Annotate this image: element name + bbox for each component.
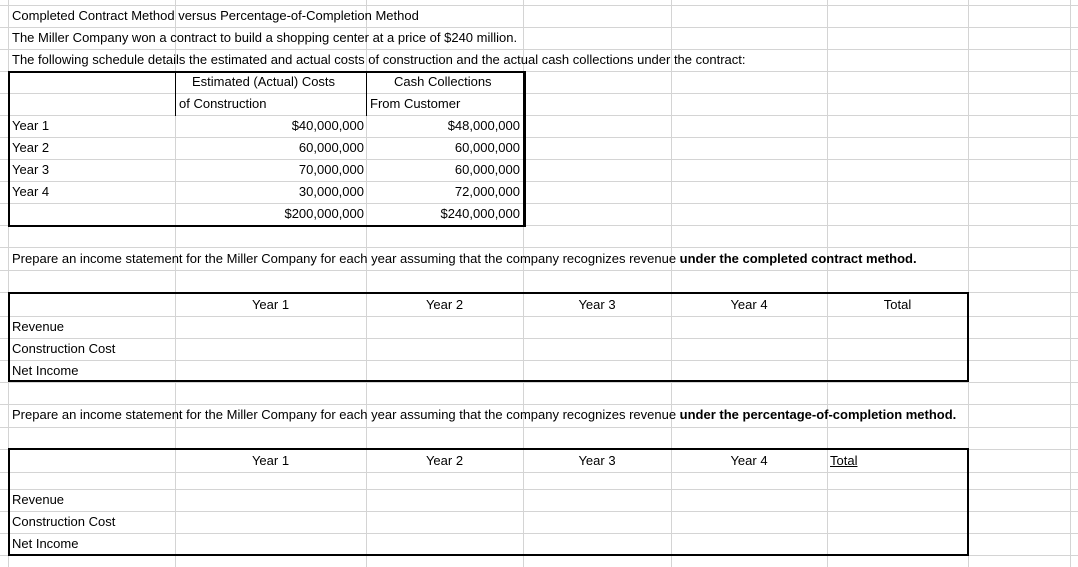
page-title: Completed Contract Method versus Percentage-of-Completion Method (12, 8, 419, 23)
pc-row-label: Construction Cost (12, 514, 116, 529)
schedule-cash-header-1: Cash Collections (394, 74, 492, 89)
cc-col-header: Year 3 (578, 297, 616, 312)
schedule-row-label: Year 2 (12, 140, 50, 155)
schedule-total-costs: $200,000,000 (284, 206, 364, 221)
schedule-total-cash: $240,000,000 (440, 206, 520, 221)
pc-col-header: Year 1 (251, 453, 290, 468)
schedule-row-label: Year 3 (12, 162, 50, 177)
schedule-row-label: Year 1 (12, 118, 50, 133)
schedule-cash-cell: 72,000,000 (454, 184, 520, 199)
schedule-cash-cell: $48,000,000 (447, 118, 520, 133)
schedule-costs-header-1: Estimated (Actual) Costs (192, 74, 336, 89)
schedule-row-label: Year 4 (12, 184, 50, 199)
pc-col-header: Year 2 (425, 453, 464, 468)
cc-col-header: Year 2 (425, 297, 464, 312)
cc-col-header: Year 4 (730, 297, 768, 312)
schedule-cash-cell: 60,000,000 (454, 140, 520, 155)
pc-col-header: Year 4 (730, 453, 768, 468)
pc-row-label: Revenue (12, 492, 65, 507)
cc-col-header: Year 1 (251, 297, 290, 312)
schedule-costs-cell: $40,000,000 (291, 118, 364, 133)
cc-row-label: Revenue (12, 319, 65, 334)
completed-contract-prompt: Prepare an income statement for the Miller Company for each year assuming that the company recognizes revenue under the completed contract method. (12, 251, 917, 266)
schedule-cash-header-2: From Customer (370, 96, 461, 111)
pc-row-label: Net Income (12, 536, 79, 551)
cc-row-label: Net Income (12, 363, 79, 378)
schedule-costs-cell: 70,000,000 (298, 162, 364, 177)
intro-line-1: The Miller Company won a contract to build a shopping center at a price of $240 million. (12, 30, 518, 45)
schedule-costs-header-2: of Construction (179, 96, 267, 111)
pc-col-header: Total (830, 453, 858, 468)
schedule-costs-cell: 30,000,000 (298, 184, 364, 199)
pc-col-header: Year 3 (578, 453, 616, 468)
schedule-costs-cell: 60,000,000 (298, 140, 364, 155)
schedule-cash-cell: 60,000,000 (454, 162, 520, 177)
cc-row-label: Construction Cost (12, 341, 116, 356)
intro-line-2: The following schedule details the estimated and actual costs of construction and the actual cash collections under the contract: (12, 52, 746, 67)
percentage-completion-prompt: Prepare an income statement for the Miller Company for each year assuming that the company recognizes revenue under the percentage-of-completion method. (12, 407, 957, 422)
cc-col-header: Total (883, 297, 912, 312)
